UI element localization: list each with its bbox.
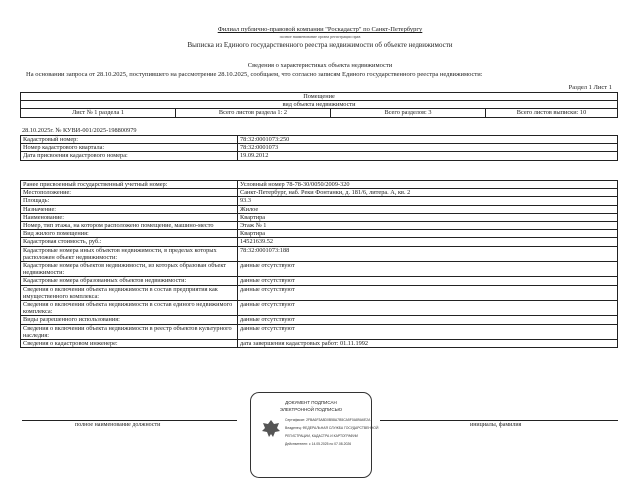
detail-row: [21, 205, 618, 213]
row-label: Ранее присвоенный государственный учетный номер:: [21, 181, 238, 189]
stamp-title-1: ДОКУМЕНТ ПОДПИСАН: [285, 400, 337, 405]
detail-row: [21, 262, 618, 277]
row-label: Площадь:: [21, 197, 238, 205]
cadastral-row: [21, 152, 618, 160]
row-value: данные отсутствуют: [238, 262, 618, 277]
position-label: полное наименование должности: [75, 422, 161, 428]
row-value: Квартира: [238, 213, 618, 221]
detail-row: [21, 324, 618, 339]
cadastral-row: [21, 144, 618, 152]
object-type: Помещение: [21, 93, 618, 101]
sheet-info: Раздел 1 Лист 1: [568, 84, 612, 91]
row-label: Наименование:: [21, 213, 238, 221]
row-label: Кадастровые номера объектов недвижимости, из которых образован объект недвижимости:: [21, 262, 238, 277]
row-label: Дата присвоения кадастрового номера:: [21, 152, 238, 160]
top-table: [20, 92, 618, 118]
stamp-line-4: Действителен: с 14.05.2025 по 07.08.2026: [285, 442, 352, 446]
row-label: Номер, тип этажа, на котором расположено помещение, машино-место: [21, 222, 238, 230]
row-label: Местоположение:: [21, 189, 238, 197]
row-value: данные отсутствуют: [238, 324, 618, 339]
row-label: Сведения о кадастровом инженере:: [21, 340, 238, 348]
detail-row: [21, 238, 618, 246]
section-title: Сведения о характеристиках объекта недвижимости: [247, 62, 393, 69]
row-value: Этаж № 1: [238, 222, 618, 230]
detail-row: [21, 316, 618, 324]
emblem-icon: [259, 417, 283, 441]
row-value: 19.09.2012: [238, 152, 618, 160]
stamp-title-2: ЭЛЕКТРОННОЙ ПОДПИСЬЮ: [279, 407, 343, 412]
sheet-no: Лист № 1 раздела 1: [21, 109, 176, 117]
org-name: Филиал публично-правовой компании "Роскадастр" по Санкт-Петербургу: [217, 26, 423, 33]
sheets-total: Всего листов выписки: 10: [486, 109, 618, 117]
row-value: Квартира: [238, 230, 618, 238]
object-type-note: вид объекта недвижимости: [21, 101, 618, 109]
detail-row: [21, 197, 618, 205]
detail-row: [21, 222, 618, 230]
date-ref: 28.10.2025г. № КУВИ-001/2025-198800979: [22, 127, 137, 134]
row-label: Кадастровые номера образованных объектов недвижимости:: [21, 277, 238, 285]
row-label: Назначение:: [21, 205, 238, 213]
row-value: 14521639.52: [238, 238, 618, 246]
row-value: данные отсутствуют: [238, 301, 618, 316]
cadastral-table: [20, 135, 618, 161]
detail-row: [21, 213, 618, 221]
row-value: 78:32:0001073:250: [238, 136, 618, 144]
position-line: [22, 420, 237, 421]
detail-row: [21, 230, 618, 238]
row-value: данные отсутствуют: [238, 285, 618, 300]
row-label: Кадастровая стоимость, руб.:: [21, 238, 238, 246]
detail-row: [21, 340, 618, 348]
sheets-in-section: Всего листов раздела 1: 2: [176, 109, 331, 117]
stamp-line-2: Владелец: ФЕДЕРАЛЬНАЯ СЛУЖБА ГОСУДАРСТВЕННОЙ: [285, 426, 379, 430]
row-label: Сведения о включении объекта недвижимости в состав предприятия как имущественного комплекса:: [21, 285, 238, 300]
detail-row: [21, 285, 618, 300]
sections-total: Всего разделов: 3: [331, 109, 486, 117]
row-label: Сведения о включении объекта недвижимости в состав единого недвижимого комплекса:: [21, 301, 238, 316]
intro-text: На основании запроса от 28.10.2025, поступившего на рассмотрение 28.10.2025, сообщаем, что согласно записям Единого государственного реестра недвижимости:: [26, 71, 483, 78]
row-value: Жилое: [238, 205, 618, 213]
detail-row: [21, 277, 618, 285]
detail-row: [21, 181, 618, 189]
details-table: [20, 180, 618, 348]
row-label: Виды разрешенного использования:: [21, 316, 238, 324]
row-label: Номер кадастрового квартала:: [21, 144, 238, 152]
row-value: 93.3: [238, 197, 618, 205]
row-label: Кадастровый номер:: [21, 136, 238, 144]
row-value: 78:32:0001073:188: [238, 246, 618, 261]
org-note: полное наименование органа регистрации прав: [279, 34, 361, 39]
row-value: дата завершения кадастровых работ: 01.11.1992: [238, 340, 618, 348]
cadastral-row: [21, 136, 618, 144]
row-value: Условный номер 78-78-30/0050/2009-320: [238, 181, 618, 189]
name-line: [380, 420, 618, 421]
row-label: Сведения о включении объекта недвижимости в реестр объектов культурного наследия:: [21, 324, 238, 339]
e-signature-stamp: [250, 392, 379, 478]
name-label: инициалы, фамилия: [470, 422, 522, 428]
stamp-line-1: Сертификат: 2FBA6F3A8D0B58A7B5CA5F0A89A6E2A: [285, 418, 371, 422]
row-value: 78:32:0001073: [238, 144, 618, 152]
detail-row: [21, 301, 618, 316]
detail-row: [21, 189, 618, 197]
extract-title: Выписка из Единого государственного реестра недвижимости об объекте недвижимости: [187, 41, 453, 49]
detail-row: [21, 246, 618, 261]
row-value: данные отсутствуют: [238, 277, 618, 285]
row-label: Кадастровые номера иных объектов недвижимости, в пределах которых расположен объект недвижимости:: [21, 246, 238, 261]
stamp-line-3: РЕГИСТРАЦИИ, КАДАСТРА И КАРТОГРАФИИ: [285, 434, 358, 438]
row-label: Вид жилого помещения:: [21, 230, 238, 238]
row-value: Санкт-Петербург, наб. Реки Фонтанки, д. 181/6, литера. А, кв. 2: [238, 189, 618, 197]
row-value: данные отсутствуют: [238, 316, 618, 324]
